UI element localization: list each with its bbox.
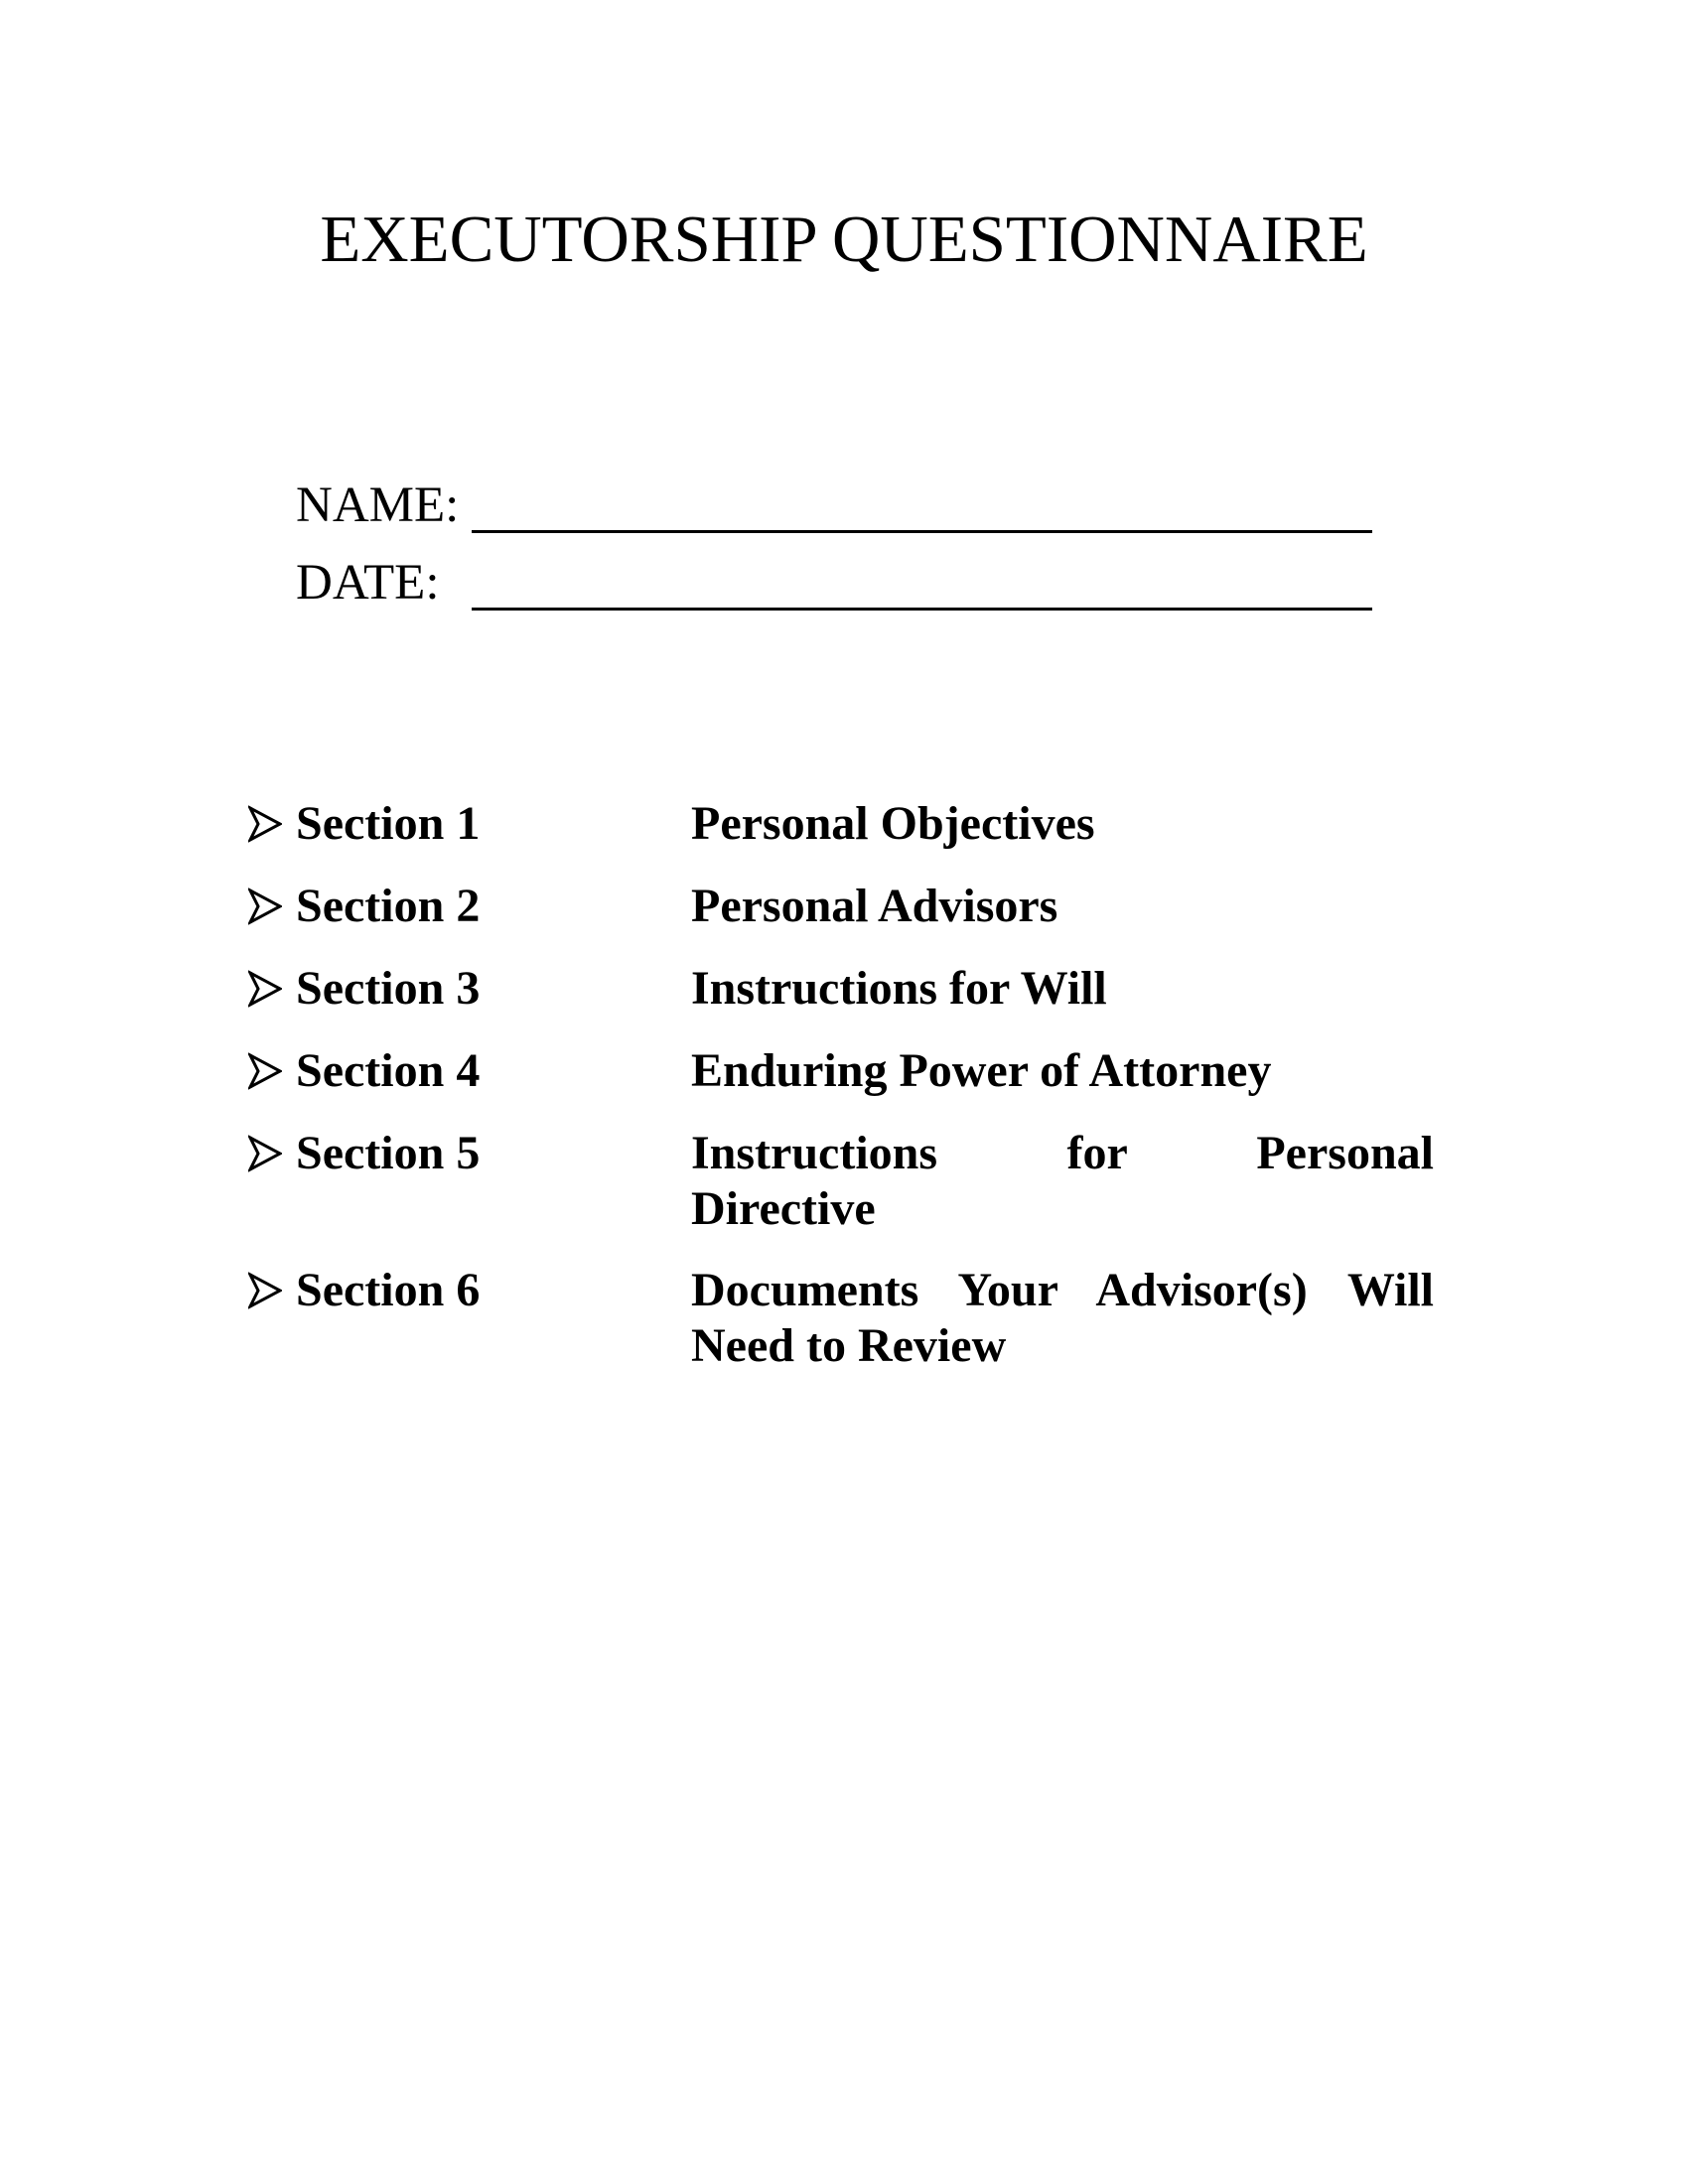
name-label: NAME:: [296, 478, 460, 533]
arrowhead-bullet-icon: [248, 969, 282, 1009]
section-label: Section 2: [296, 880, 481, 932]
section-label: Section 5: [296, 1127, 481, 1179]
section-label: Section 1: [296, 797, 481, 850]
section-title: Personal Objectives: [691, 797, 1095, 850]
section-title-line: Documents Your Advisor(s) Will: [691, 1264, 1434, 1316]
section-title-line: Instructions for Personal: [691, 1127, 1434, 1179]
arrowhead-bullet-icon: [248, 1271, 282, 1310]
arrowhead-bullet-icon: [248, 1051, 282, 1091]
arrowhead-bullet-icon: [248, 804, 282, 844]
name-blank-line[interactable]: [472, 530, 1372, 533]
date-label: DATE:: [296, 555, 440, 611]
section-title-block: [691, 1126, 1434, 1237]
section-label: Section 4: [296, 1044, 481, 1097]
date-field: [296, 555, 440, 611]
arrowhead-bullet-icon: [248, 1134, 282, 1173]
section-title: Enduring Power of Attorney: [691, 1044, 1272, 1097]
date-blank-line[interactable]: [472, 608, 1372, 611]
section-label: Section 6: [296, 1264, 481, 1316]
arrowhead-bullet-icon: [248, 887, 282, 926]
section-title-line: Directive: [691, 1182, 876, 1235]
name-field: [296, 480, 459, 531]
section-title-block: [691, 1263, 1434, 1374]
section-title-line: Need to Review: [691, 1319, 1007, 1372]
section-title: Instructions for Will: [691, 962, 1107, 1015]
section-title: Personal Advisors: [691, 880, 1058, 932]
document-title: EXECUTORSHIP QUESTIONNAIRE: [320, 203, 1368, 276]
section-label: Section 3: [296, 962, 481, 1015]
